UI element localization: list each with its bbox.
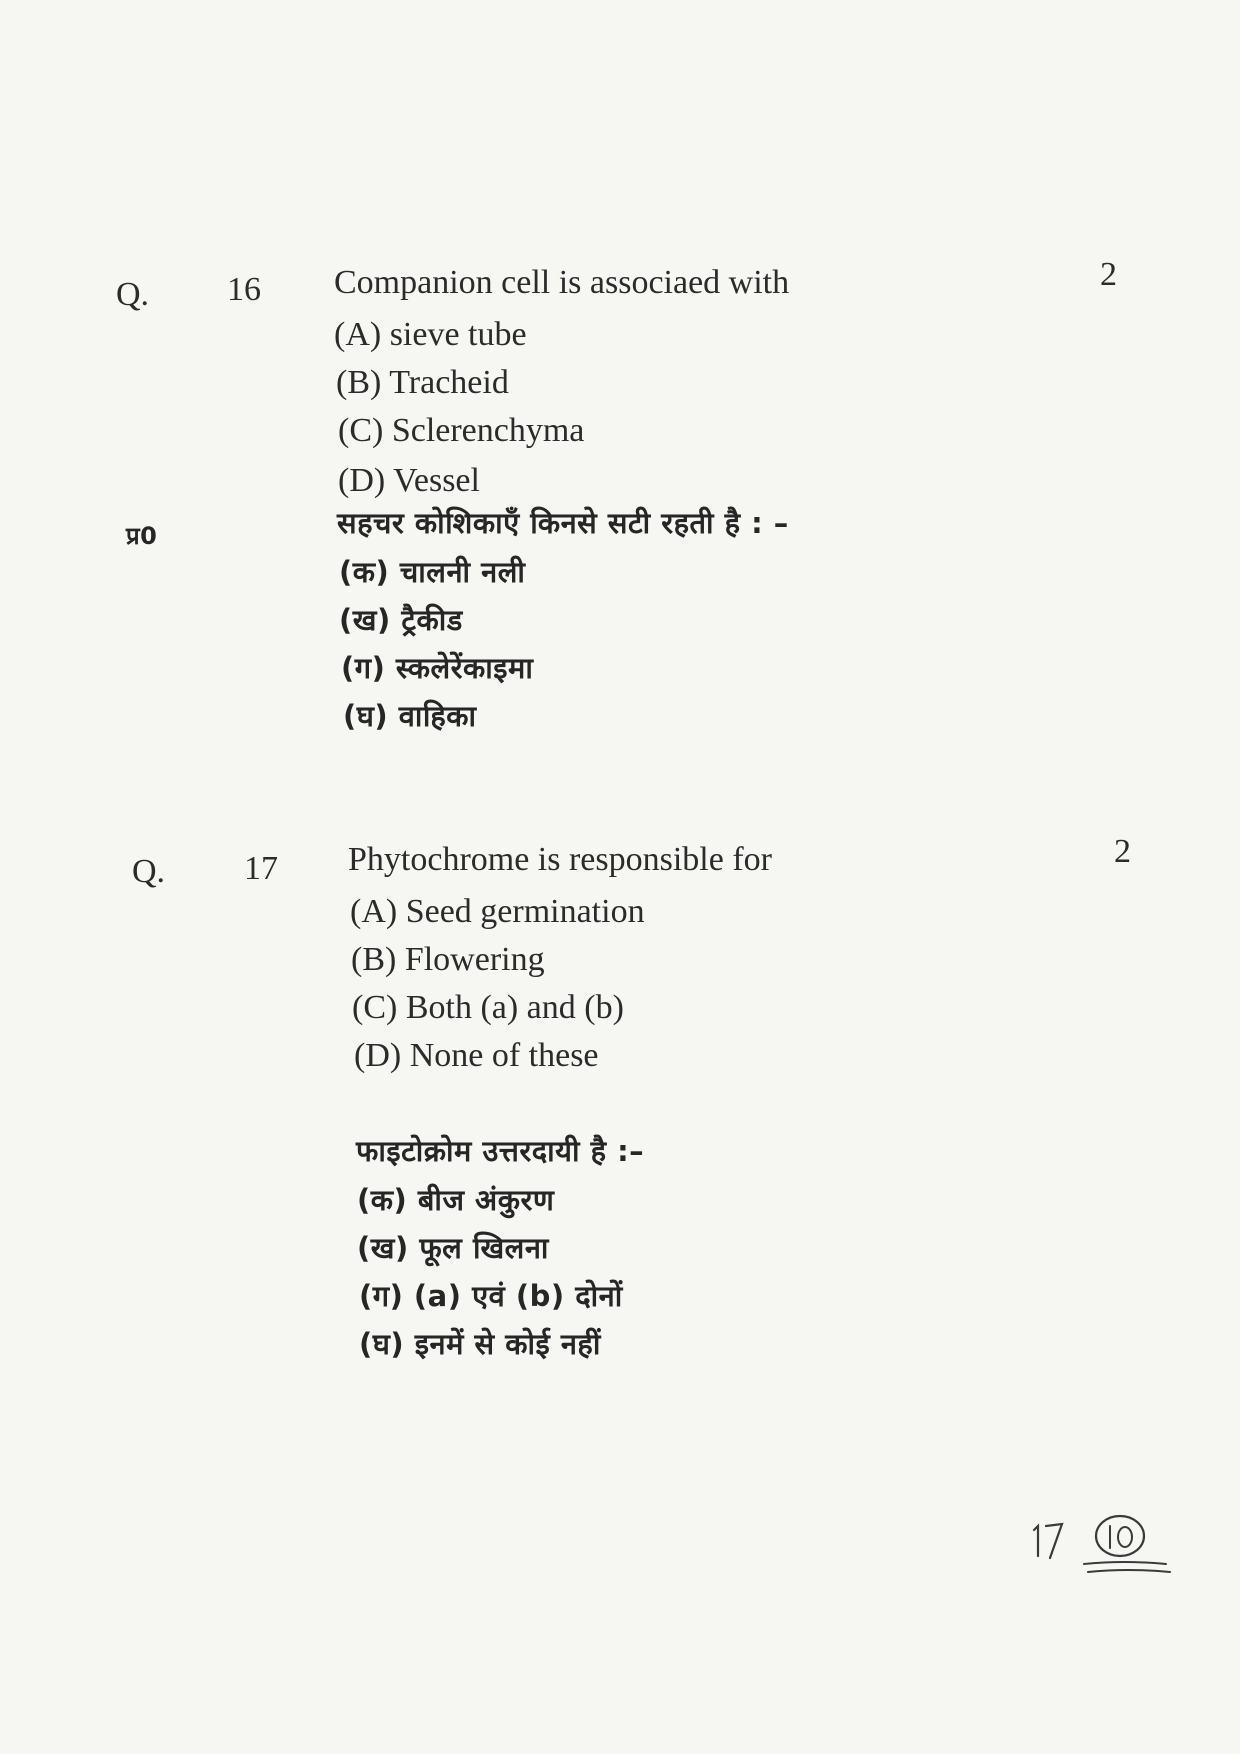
handwritten-page-note [1028, 1508, 1178, 1592]
option-ga: (ग) (a) एवं (b) दोनों [359, 1279, 623, 1313]
option-c: (C) Both (a) and (b) [352, 989, 624, 1026]
option-gha: (घ) इनमें से कोई नहीं [359, 1327, 601, 1361]
option-gha: (घ) वाहिका [343, 699, 477, 733]
option-a: (A) sieve tube [334, 316, 527, 353]
question-stem-english: Phytochrome is responsible for [348, 841, 772, 878]
option-ka: (क) बीज अंकुरण [357, 1183, 555, 1217]
option-b: (B) Tracheid [336, 364, 509, 401]
option-kha: (ख) ट्रैकीड [339, 603, 463, 637]
option-b: (B) Flowering [351, 941, 545, 978]
question-number: 16 [227, 271, 261, 308]
question-prefix-hindi: प्र0 [126, 522, 158, 550]
question-marks: 2 [1100, 256, 1117, 293]
question-stem-english: Companion cell is associaed with [334, 264, 790, 301]
option-d: (D) None of these [354, 1037, 599, 1074]
option-ka: (क) चालनी नली [339, 555, 526, 589]
option-a: (A) Seed germination [350, 893, 645, 930]
question-prefix: Q. [132, 853, 166, 890]
option-d: (D) Vessel [338, 462, 480, 499]
question-number: 17 [244, 850, 278, 887]
option-c: (C) Sclerenchyma [338, 412, 585, 449]
option-ga: (ग) स्कलेरेंकाइमा [341, 651, 534, 685]
handwritten-note-graphic [1028, 1508, 1178, 1588]
question-prefix: Q. [116, 276, 150, 313]
question-marks: 2 [1114, 833, 1131, 870]
question-stem-hindi: सहचर कोशिकाएँ किनसे सटी रहती है : – [337, 506, 789, 540]
option-kha: (ख) फूल खिलना [357, 1231, 549, 1265]
question-stem-hindi: फाइटोक्रोम उत्तरदायी है :– [356, 1134, 645, 1168]
